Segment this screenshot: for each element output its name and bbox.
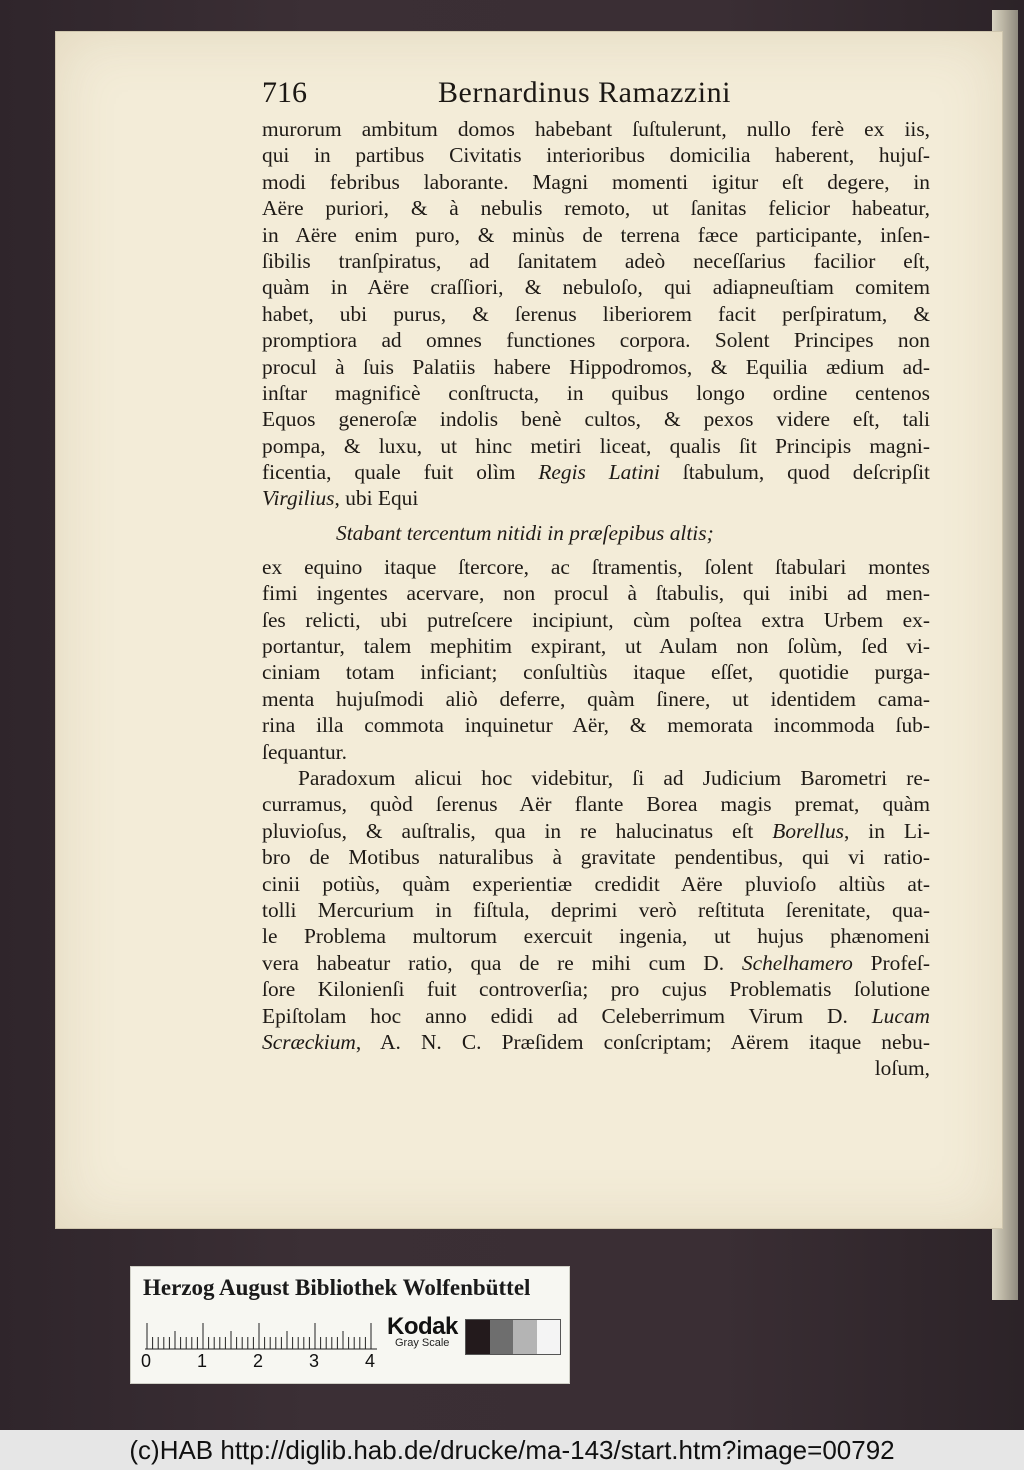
italic-name: Virgilius — [262, 486, 335, 511]
italic-name: Schelhamero — [741, 950, 853, 975]
text-line: bro de Motibus naturalibus à gravitate pendentibus, qui vi ratio- — [262, 845, 930, 870]
text-line: pompa, & luxu, ut hinc metiri liceat, qualis ſit Principis magni- — [262, 433, 930, 458]
gray-patch — [466, 1320, 490, 1354]
text-line: Scræckium, A. N. C. Præſidem conſcriptam; Aërem itaque nebu- — [262, 1029, 930, 1054]
text-line: promptiora ad omnes functiones corpora. Solent Principes non — [262, 328, 930, 353]
text-line: procul à ſuis Palatiis habere Hippodromos, & Equilia ædium ad- — [262, 354, 930, 379]
text-line: Aëre puriori, & à nebulis remoto, ut ſanitas felicior habeatur, — [262, 196, 930, 221]
text-line: Paradoxum alicui hoc videbitur, ſi ad Judicium Barometri re- — [298, 765, 930, 790]
text-line: ciniam totam inficiant; conſultiùs itaque eſſet, quotidie purga- — [262, 660, 930, 685]
text-line: le Problema multorum exercuit ingenia, ut hujus phænomeni — [262, 924, 930, 949]
library-color-card — [130, 1266, 570, 1384]
text-line: menta hujuſmodi aliò deferre, quàm ſinere, ut identidem cama- — [262, 686, 930, 711]
gray-scale-label: Gray Scale — [395, 1337, 450, 1349]
catchword: loſum, — [874, 1056, 930, 1081]
text-line: modi febribus laborante. Magni momenti igitur eſt degere, in — [262, 169, 930, 194]
body-text — [262, 116, 930, 1082]
scale-ruler — [145, 1315, 379, 1355]
ruler-ticks — [145, 1315, 379, 1355]
ruler-number: 1 — [197, 1351, 208, 1371]
ruler-number: 4 — [365, 1351, 376, 1371]
running-title: Bernardinus Ramazzini — [438, 76, 731, 109]
library-name: Herzog August Bibliothek Wolfenbüttel — [143, 1275, 531, 1300]
text-line: quàm in Aëre craſſiori, & nebuloſo, qui adiapneuſtiam comitem — [262, 275, 930, 300]
text-line: ficentia, quale fuit olìm Regis Latini ſtabulum, quod deſcripſit — [262, 460, 930, 485]
text-line: ex equino itaque ſtercore, ac ſtramentis, ſolent ſtabulari montes — [262, 554, 930, 579]
source-url: (c)HAB http://diglib.hab.de/drucke/ma-143/start.htm?image=00792 — [0, 1430, 1024, 1470]
ruler-numbers — [141, 1351, 381, 1373]
italic-name: Scræckium — [262, 1029, 356, 1054]
ruler-number: 0 — [141, 1351, 152, 1371]
italic-name: Regis Latini — [538, 460, 660, 485]
text-line: portantur, talem mephitim expirant, ut Aulam non ſolùm, ſed vi- — [262, 634, 930, 659]
text-line: murorum ambitum domos habebant ſuſtulerunt, nullo ferè ex iis, — [262, 117, 930, 141]
italic-name: Lucam — [871, 1003, 930, 1028]
text-line: habet, ubi purus, & ſerenus liberiorem facit perſpiratum, & — [262, 301, 930, 326]
italic-name: Borellus — [772, 818, 844, 843]
page-number: 716 — [262, 76, 307, 109]
text-line: qui in partibus Civitatis interioribus domicilia haberent, hujuſ- — [262, 143, 930, 168]
gray-patch — [537, 1320, 561, 1354]
gray-patch — [513, 1320, 537, 1354]
ruler-number: 2 — [253, 1351, 264, 1371]
text-line: ſibilis tranſpiratus, ad ſanitatem adeò neceſſarius facilior eſt, — [262, 248, 930, 273]
text-line: ſequantur. — [262, 739, 347, 764]
verse-quote: Stabant tercentum nitidi in præſepibus altis; — [336, 520, 714, 545]
text-line: fimi ingentes acervare, non procul à ſtabulis, qui inibi ad men- — [262, 581, 930, 606]
text-line: Epiſtolam hoc anno edidi ad Celeberrimum Virum D. Lucam — [262, 1003, 930, 1028]
text-line: inſtar magnificè conſtructa, in quibus longo ordine centenos — [262, 380, 930, 405]
text-line: cinii potiùs, quàm experientiæ credidit Aëre pluvioſo altiùs at- — [262, 871, 930, 896]
text-line: in Aëre enim puro, & minùs de terrena fæce participante, inſen- — [262, 222, 930, 247]
text-line: curramus, quòd ſerenus Aër flante Borea magis premat, quàm — [262, 792, 930, 817]
running-header — [262, 76, 962, 120]
text-line: ſore Kilonienſi fuit controverſia; pro cujus Problematis ſolutione — [262, 977, 930, 1002]
gray-patches — [465, 1319, 561, 1355]
text-line: ſes relicti, ubi putreſcere incipiunt, cùm poſtea extra Urbem ex- — [262, 607, 930, 632]
text-line: Equos generoſæ indolis benè cultos, & pexos videre eſt, tali — [262, 407, 930, 432]
text-line: rina illa commota inquinetur Aër, & memorata incommoda ſub- — [262, 713, 930, 738]
gray-patch — [490, 1320, 514, 1354]
text-line: pluvioſus, & auſtralis, qua in re halucinatus eſt Borellus, in Li- — [262, 818, 930, 843]
text-line: Virgilius, ubi Equi — [262, 486, 419, 511]
kodak-logo: Kodak — [387, 1313, 458, 1340]
text-line: vera habeatur ratio, qua de re mihi cum D. Schelhamero Profeſ- — [262, 950, 930, 975]
text-line: tolli Mercurium in fiſtula, deprimi verò reſtituta ſerenitate, qua- — [262, 897, 930, 922]
ruler-number: 3 — [309, 1351, 320, 1371]
